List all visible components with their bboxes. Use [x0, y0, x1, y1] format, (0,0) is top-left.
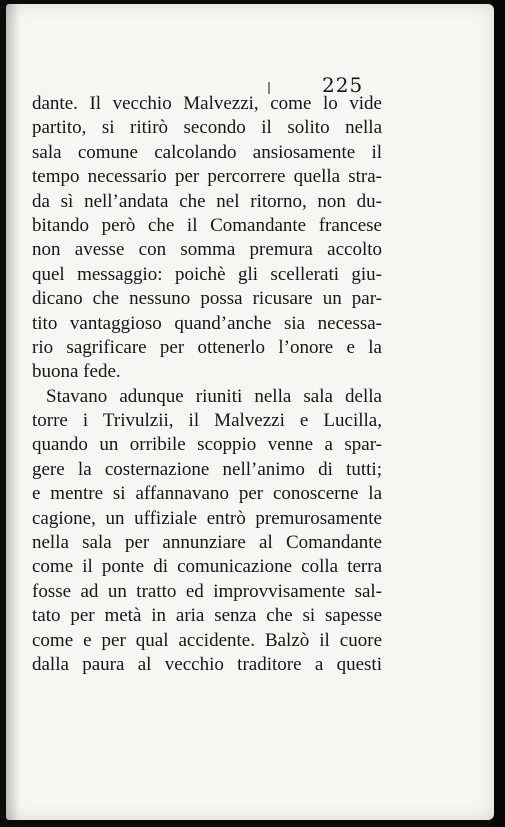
text-line: tempo necessario per percorrere quella stra-	[32, 166, 382, 188]
text-line: come e per qual accidente. Balzò il cuore	[32, 629, 382, 651]
text-line: da sì nell’andata che nel ritorno, non du-	[32, 190, 382, 212]
spine-shadow	[6, 4, 20, 820]
text-line: partito, si ritirò secondo il solito nella	[32, 117, 382, 139]
text-line: tito vantaggioso quand’anche sia necessa-	[32, 312, 382, 334]
text-line: rio sagrificare per ottenerlo l’onore e la	[32, 336, 382, 358]
text-line: dicano che nessuno possa ricusare un par-	[32, 288, 382, 310]
text-line: e mentre si affannavano per conoscerne la	[32, 483, 382, 505]
text-line: cagione, un uffiziale entrò premurosamente	[32, 507, 382, 529]
text-line: fosse ad un tratto ed improvvisamente sal-	[32, 580, 382, 602]
paragraph-end-line: buona fede.	[32, 361, 121, 383]
text-line: nella sala per annunziare al Comandante	[32, 532, 382, 554]
text-line: torre i Trivulzii, il Malvezzi e Lucilla,	[32, 410, 382, 432]
paragraph-start-line: Stavano adunque riuniti nella sala della	[46, 385, 382, 407]
scan-edge	[494, 0, 505, 827]
text-line: bitando però che il Comandante francese	[32, 214, 382, 236]
text-line: quando un orribile scoppio venne a spar-	[32, 434, 382, 456]
text-line: sala comune calcolando ansiosamente il	[32, 141, 382, 163]
text-line: non avesse con somma premura accolto	[32, 239, 382, 261]
text-line: dalla paura al vecchio traditore a questi	[32, 653, 382, 675]
page-number: 225	[322, 73, 364, 97]
body-text	[32, 92, 382, 677]
text-line: dante. Il vecchio Malvezzi, come lo vide	[32, 93, 382, 114]
text-line: tato per metà in aria senza che si sapesse	[32, 605, 382, 627]
text-line: quel messaggio: poichè gli scellerati giu-	[32, 263, 382, 285]
text-line: come il ponte di comunicazione colla terra	[32, 556, 382, 578]
text-line: gere la costernazione nell’animo di tutti;	[32, 458, 382, 480]
